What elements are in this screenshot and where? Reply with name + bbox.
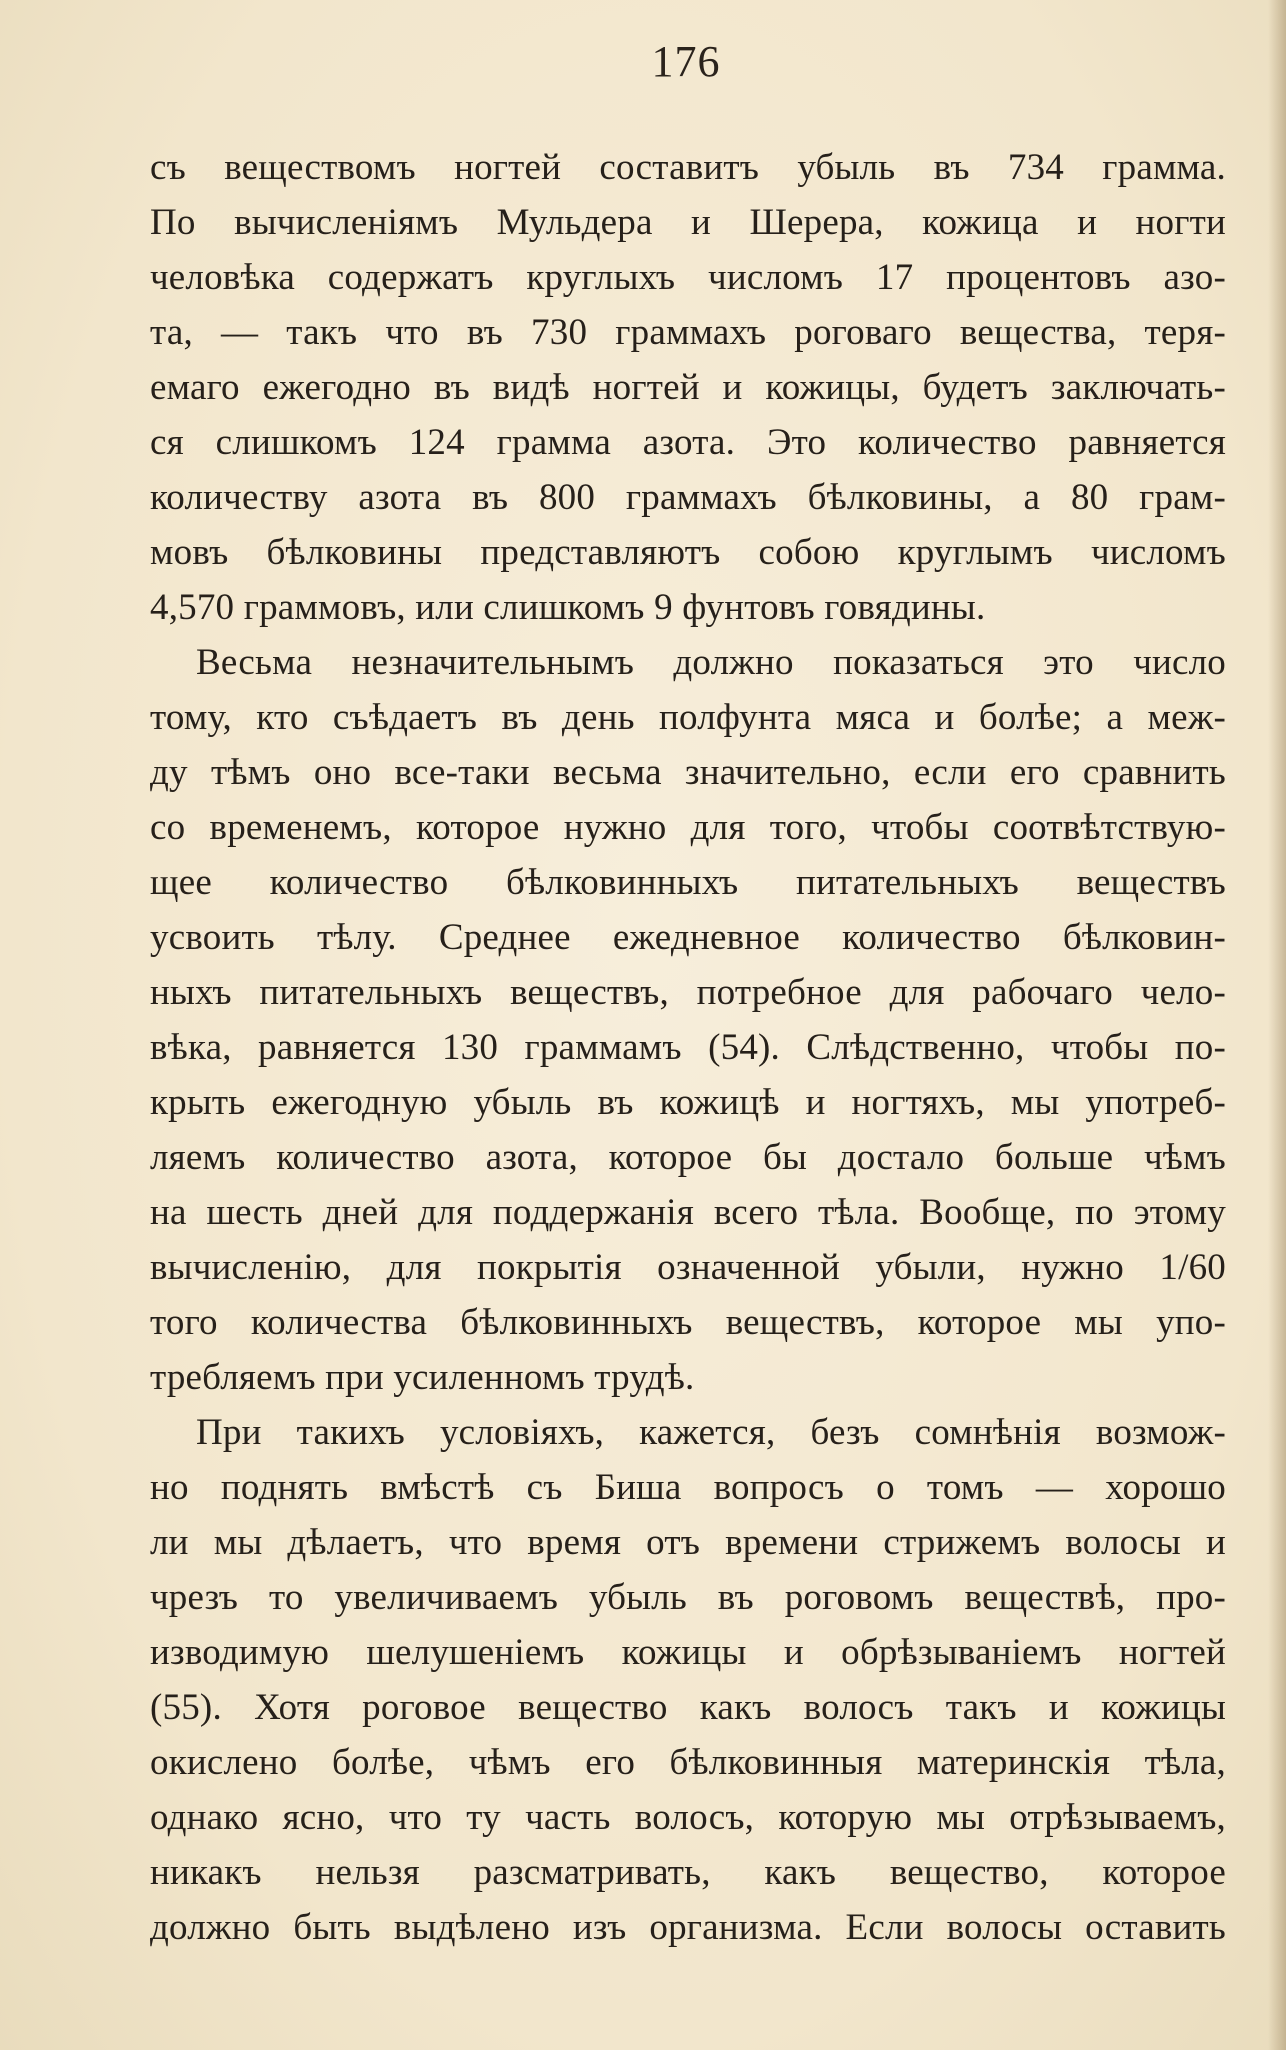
- page-edge-shadow: [1268, 0, 1286, 2050]
- text-line: Весьма незначительнымъ должно показаться это число: [196, 642, 1226, 683]
- text-line: ляемъ количество азота, которое бы достало больше чѣмъ: [150, 1137, 1226, 1178]
- text-line: ли мы дѣлаетъ, что время отъ времени стрижемъ волосы и: [150, 1522, 1226, 1563]
- text-line: ныхъ питательныхъ веществъ, потребное для рабочаго чело-: [150, 972, 1226, 1013]
- text-line: (55). Хотя роговое вещество какъ волосъ такъ и кожицы: [150, 1687, 1226, 1728]
- text-line: та, — такъ что въ 730 граммахъ роговаго вещества, теря-: [150, 312, 1226, 353]
- text-line: изводимую шелушеніемъ кожицы и обрѣзываніемъ ногтей: [150, 1632, 1226, 1673]
- text-line: усвоить тѣлу. Среднее ежедневное количество бѣлковин-: [150, 917, 1226, 958]
- text-line: съ веществомъ ногтей составитъ убыль въ 734 грамма.: [150, 147, 1226, 188]
- text-line: окислено болѣе, чѣмъ его бѣлковинныя материнскія тѣла,: [150, 1742, 1226, 1783]
- text-line: но поднять вмѣстѣ съ Биша вопросъ о томъ — хорошо: [150, 1467, 1226, 1508]
- text-line: вычисленію, для покрытія означенной убыли, нужно 1/60: [150, 1247, 1226, 1288]
- text-line: 4,570 граммовъ, или слишкомъ 9 фунтовъ говядины.: [150, 587, 986, 628]
- text-line: щее количество бѣлковинныхъ питательныхъ веществъ: [150, 862, 1226, 903]
- body-text: [150, 140, 1226, 1955]
- text-line: вѣка, равняется 130 граммамъ (54). Слѣдственно, чтобы по-: [150, 1027, 1226, 1068]
- text-line: крыть ежегодную убыль въ кожицѣ и ногтяхъ, мы употреб-: [150, 1082, 1226, 1123]
- text-line: на шесть дней для поддержанія всего тѣла. Вообще, по этому: [150, 1192, 1226, 1233]
- text-line: ду тѣмъ оно все-таки весьма значительно, если его сравнить: [150, 752, 1226, 793]
- text-line: однако ясно, что ту часть волосъ, которую мы отрѣзываемъ,: [150, 1797, 1226, 1838]
- text-line: По вычисленіямъ Мульдера и Шерера, кожица и ногти: [150, 202, 1226, 243]
- text-line: требляемъ при усиленномъ трудѣ.: [150, 1357, 695, 1398]
- text-line: человѣка содержатъ круглыхъ числомъ 17 процентовъ азо-: [150, 257, 1226, 298]
- text-line: При такихъ условіяхъ, кажется, безъ сомнѣнія возмож-: [196, 1412, 1226, 1453]
- text-line: должно быть выдѣлено изъ организма. Если волосы оставить: [150, 1907, 1226, 1948]
- text-line: чрезъ то увеличиваемъ убыль въ роговомъ веществѣ, про-: [150, 1577, 1226, 1618]
- text-line: емаго ежегодно въ видѣ ногтей и кожицы, будетъ заключать-: [150, 367, 1226, 408]
- text-line: ся слишкомъ 124 грамма азота. Это количество равняется: [150, 422, 1226, 463]
- text-line: со временемъ, которое нужно для того, чтобы соотвѣтствую-: [150, 807, 1226, 848]
- text-line: тому, кто съѣдаетъ въ день полфунта мяса и болѣе; а меж-: [150, 697, 1226, 738]
- text-line: того количества бѣлковинныхъ веществъ, которое мы упо-: [150, 1302, 1226, 1343]
- page-number: 176: [651, 37, 721, 86]
- text-line: мовъ бѣлковины представляютъ собою круглымъ числомъ: [150, 532, 1226, 573]
- text-line: количеству азота въ 800 граммахъ бѣлковины, а 80 грам-: [150, 477, 1226, 518]
- text-line: никакъ нельзя разсматривать, какъ вещество, которое: [150, 1852, 1226, 1893]
